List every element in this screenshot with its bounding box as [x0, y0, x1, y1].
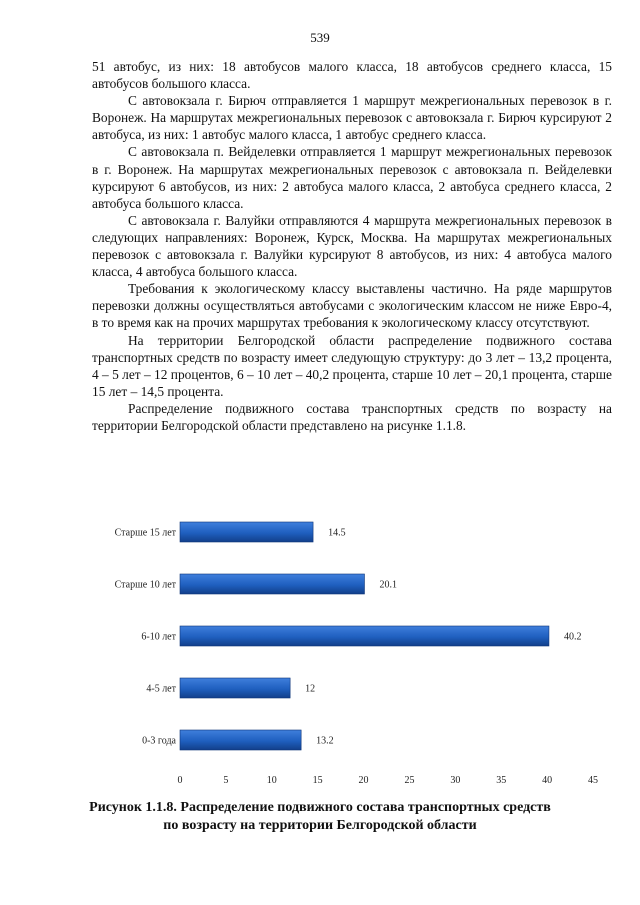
bar [180, 522, 313, 542]
bar [180, 730, 301, 750]
data-label: 40.2 [563, 631, 582, 643]
bar [180, 678, 290, 698]
body-paragraph: С автовокзала г. Валуйки отправляются 4 маршрута межрегиональных перевозок в следующих направлениях: Воронеж, Курск, Москва. На маршрутах межрегиональных перевозок с автовокзала г. Валуйки курсируют 8 автобусов, из них: 4 автобуса малого класса, 4 автобуса большого класса. [92, 212, 612, 280]
data-label: 20.1 [379, 579, 397, 591]
x-tick-label: 35 [496, 775, 507, 786]
body-paragraph: Распределение подвижного состава транспортных средств по возрасту на территории Белгородской области представлено на рисунке 1.1.8. [92, 400, 612, 433]
data-label: 14.5 [328, 527, 346, 539]
chart-svg [80, 498, 620, 788]
x-tick-label: 20 [358, 775, 369, 786]
page-number: 539 [310, 30, 330, 45]
x-tick-label: 45 [588, 775, 598, 786]
body-paragraph: С автовокзала п. Вейделевки отправляется 1 маршрут межрегиональных перевозок в г. Воронеж. На маршрутах межрегиональных перевозок с автовокзала п. Вейделевки курсируют 6 автобусов, из них: 2 автобуса малого класса, 2 автобуса среднего класса, 2 автобуса большого класса. [92, 144, 612, 211]
bar [180, 574, 364, 594]
x-tick-label: 15 [312, 775, 323, 786]
category-label: 4-5 лет [146, 683, 176, 695]
x-tick-label: 5 [223, 775, 229, 786]
body-paragraph: С автовокзала г. Бирюч отправляется 1 маршрут межрегиональных перевозок в г. Воронеж. На маршрутах межрегиональных перевозок с автовокзала г. Бирюч курсируют 2 автобуса, из них: 1 автобус малого класса, 1 автобус среднего класса. [92, 93, 612, 143]
body-paragraph: На территории Белгородской области распределение подвижного состава транспортных средств по возрасту имеет следующую структуру: до 3 лет – 13,2 процента, 4 – 5 лет – 12 процентов, 6 – 10 лет – 40,2 процента, старше 10 лет – 20,1 процента, старше 15 лет – 14,5 процента. [92, 332, 612, 399]
body-paragraph: 51 автобус, из них: 18 автобусов малого класса, 18 автобусов среднего класса, 15 автобусов большого класса. [92, 59, 612, 92]
data-label: 13.2 [316, 735, 334, 747]
x-tick-label: 25 [404, 775, 415, 786]
data-label: 12 [305, 683, 316, 695]
figure-caption: Рисунок 1.1.8. Распределение подвижного состава транспортных средств по возрасту на территории Белгородской области [89, 800, 551, 833]
category-label: Старше 10 лет [114, 579, 176, 591]
bar [180, 626, 549, 646]
x-tick-label: 30 [450, 775, 461, 786]
x-tick-label: 40 [542, 775, 553, 786]
category-label: 6-10 лет [141, 631, 176, 643]
category-label: Старше 15 лет [114, 527, 176, 539]
category-label: 0-3 года [142, 735, 176, 747]
body-text [92, 58, 612, 434]
body-paragraph: Требования к экологическому классу выставлены частично. На ряде маршрутов перевозки должны осуществляться автобусами с экологическим классом не ниже Евро-4, в то время как на прочих маршрутах требования к экологическому классу отсутствуют. [92, 281, 612, 331]
age-distribution-chart [80, 498, 620, 788]
x-tick-label: 10 [266, 775, 277, 786]
x-tick-label: 0 [177, 775, 183, 786]
